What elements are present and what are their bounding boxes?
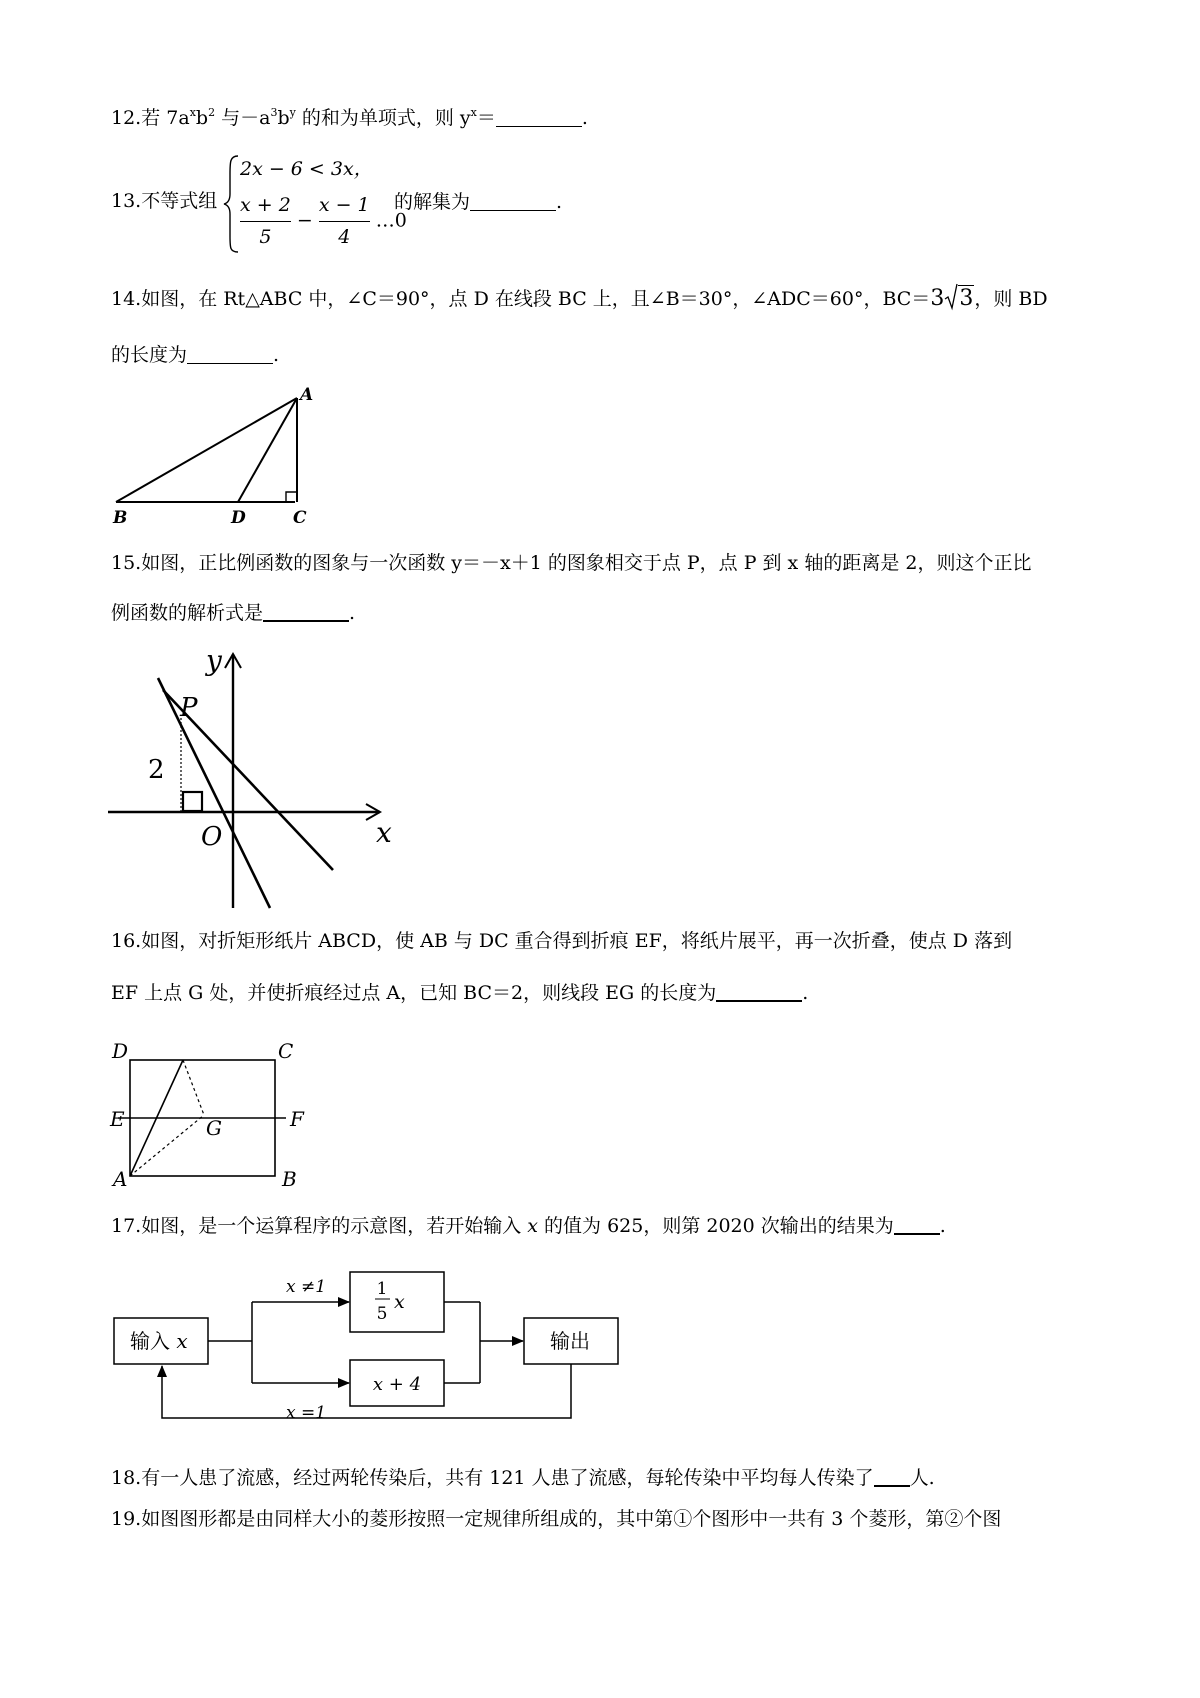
system-brace: [222, 154, 242, 254]
question-15-line-1: 15.如图，正比例函数的图象与一次函数 y＝－x＋1 的图象相交于点 P，点 P 到 x 轴的距离是 2，则这个正比: [111, 552, 1032, 574]
output-label: 输出: [550, 1329, 590, 1353]
label-E: E: [110, 1107, 125, 1131]
question-15-line-2: 例函数的解析式是 .: [111, 602, 356, 624]
label-O: O: [201, 822, 223, 852]
sqrt-expression: 3 3: [930, 286, 974, 311]
fraction-numerator: 1: [376, 1279, 388, 1299]
question-13-lead: 13.不等式组: [111, 190, 218, 212]
fraction-variable: x: [394, 1291, 405, 1313]
label-A: A: [300, 385, 314, 405]
axis-label-y: y: [206, 644, 222, 677]
label-B: B: [113, 508, 128, 528]
label-P: P: [180, 693, 198, 723]
fraction: $\frac{x + 2}{5}$: [240, 194, 291, 248]
question-16-line-2: EF 上点 G 处，并使折痕经过点 A，已知 BC＝2，则线段 EG 的长度为 .: [111, 982, 809, 1004]
answer-blank[interactable]: [496, 108, 582, 127]
condition-not-one: x ≠1: [286, 1277, 327, 1297]
rectangle-fold-figure: [108, 1034, 318, 1191]
label-distance: 2: [148, 755, 165, 785]
fraction-denominator: 5: [376, 1304, 388, 1324]
condition-one: x =1: [286, 1403, 327, 1423]
label-A: A: [113, 1167, 128, 1191]
label-C: C: [293, 508, 307, 528]
question-16-line-1: 16.如图，对折矩形纸片 ABCD，使 AB 与 DC 重合得到折痕 EF，将纸片展平，再一次折叠，使点 D 落到: [111, 930, 1013, 952]
fraction: $\frac{x - 1}{4}$: [318, 194, 370, 248]
question-14-line-1: 14.如图，在 Rt△ABC 中，∠C＝90°，点 D 在线段 BC 上，且∠B＝30°，∠ADC＝60°，BC＝3 3，则 BD: [111, 286, 1048, 311]
answer-blank[interactable]: [716, 982, 802, 1002]
inequality-1: 2x − 6 < 3x，: [240, 158, 373, 180]
question-13-tail: 的解集为 .: [394, 191, 563, 213]
label-G: G: [206, 1116, 222, 1140]
flowchart-figure: [110, 1262, 630, 1422]
label-B: B: [282, 1167, 297, 1191]
answer-blank[interactable]: [470, 192, 556, 211]
coordinate-figure: [108, 640, 408, 910]
axis-label-x: x: [376, 816, 392, 849]
answer-blank[interactable]: [894, 1215, 940, 1235]
add-four-label: x + 4: [372, 1374, 422, 1395]
question-14-line-2: 的长度为 .: [111, 344, 280, 366]
question-17: 17.如图，是一个运算程序的示意图，若开始输入 x 的值为 625，则第 2020 次输出的结果为 .: [111, 1215, 946, 1237]
answer-blank[interactable]: [874, 1467, 910, 1487]
question-18: 18.有一人患了流感，经过两轮传染后，共有 121 人患了流感，每轮传染中平均每人传染了 人.: [111, 1467, 935, 1489]
label-D: D: [231, 508, 246, 528]
question-19: 19.如图图形都是由同样大小的菱形按照一定规律所组成的，其中第①个图形中一共有 3 个菱形，第②个图: [111, 1508, 1002, 1530]
question-12: 12.若 $7a^xb^2$ 与$-a^3b^y$ 的和为单项式，则 $y^x=$ .: [111, 106, 588, 129]
answer-blank[interactable]: [263, 602, 349, 622]
answer-blank[interactable]: [187, 345, 273, 364]
input-label: 输入 x: [130, 1329, 188, 1353]
label-C: C: [278, 1039, 294, 1063]
inequality-2: $\frac{x + 2}{5}$ − $\frac{x - 1}{4}$ …0: [240, 194, 407, 248]
label-D: D: [112, 1039, 129, 1063]
label-F: F: [290, 1107, 304, 1131]
triangle-figure: [110, 385, 330, 530]
